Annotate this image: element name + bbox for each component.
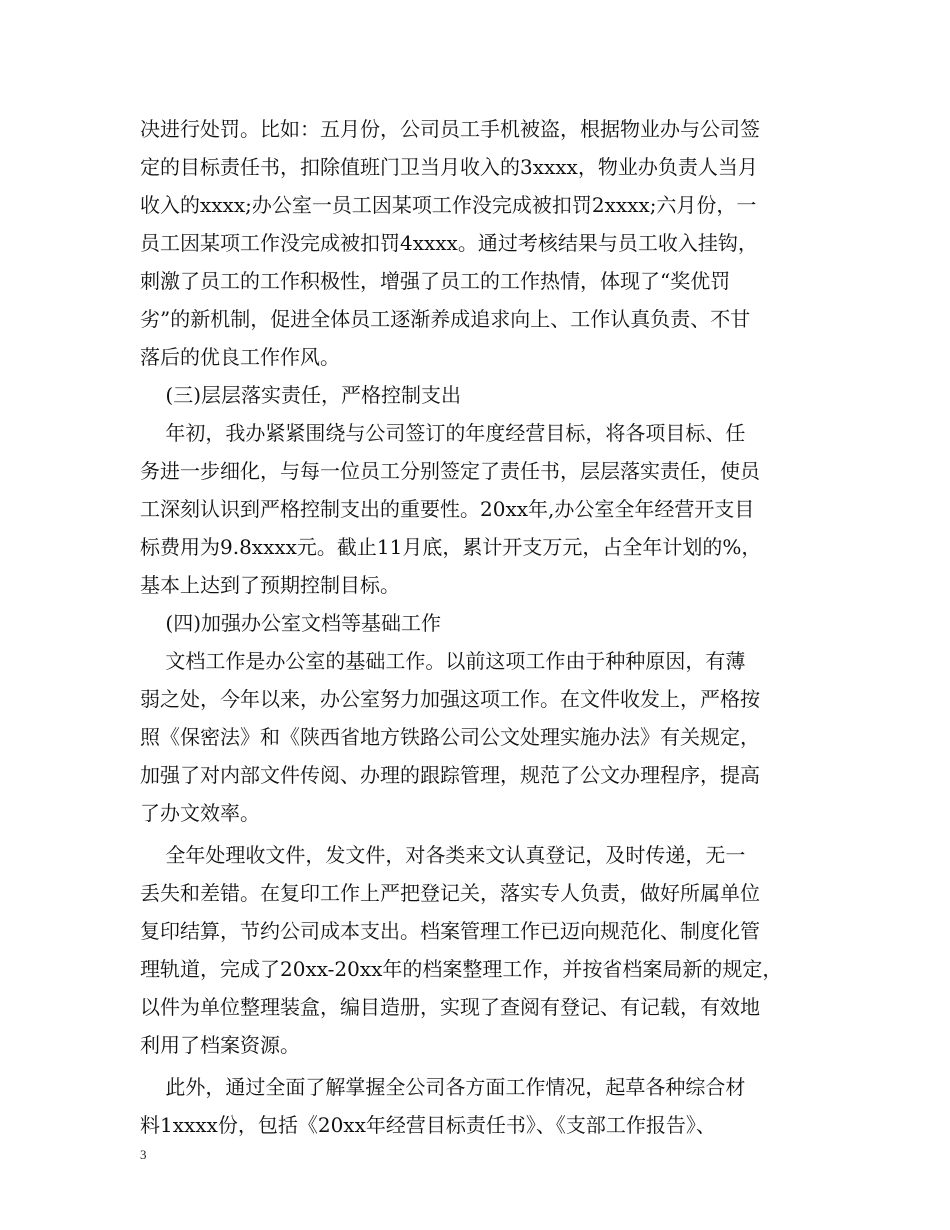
section-heading: (四)加强办公室文档等基础工作 [140, 611, 442, 635]
text-line: 丢失和差错。在复印工作上严把登记关，落实专人负责，做好所属单位 [140, 881, 760, 905]
text-line: 此外，通过全面了解掌握全公司各方面工作情况，起草各种综合材 [140, 1075, 746, 1099]
text-line: 劣”的新机制，促进全体员工逐渐养成追求向上、工作认真负责、不甘 [140, 307, 751, 331]
page-number: 3 [140, 1147, 147, 1162]
text-line: 工深刻认识到严格控制支出的重要性。20xx年,办公室全年经营开支目 [140, 497, 755, 521]
text-line: 年初，我办紧紧围绕与公司签订的年度经营目标，将各项目标、任 [140, 421, 746, 445]
text-line: 定的目标责任书，扣除值班门卫当月收入的3xxxx，物业办负责人当月 [140, 155, 758, 179]
text-line: 利用了档案资源。 [140, 1033, 300, 1057]
text-line: 复印结算，节约公司成本支出。档案管理工作已迈向规范化、制度化管 [140, 919, 760, 943]
section-heading: (三)层层落实责任，严格控制支出 [140, 383, 462, 407]
text-line: 弱之处，今年以来，办公室努力加强这项工作。在文件收发上，严格按 [140, 687, 760, 711]
text-line: 决进行处罚。比如：五月份，公司员工手机被盗，根据物业办与公司签 [140, 117, 760, 141]
text-line: 加强了对内部文件传阅、办理的跟踪管理，规范了公文办理程序，提高 [140, 763, 760, 787]
text-line: 标费用为9.8xxxx元。截止11月底，累计开支万元，占全年计划的%， [140, 535, 762, 559]
text-line: 照《保密法》和《陕西省地方铁路公司公文处理实施办法》有关规定， [140, 725, 760, 749]
text-line: 了办文效率。 [140, 801, 260, 825]
text-line: 全年处理收文件，发文件，对各类来文认真登记，及时传递，无一 [140, 843, 746, 867]
text-line: 文档工作是办公室的基础工作。以前这项工作由于种种原因，有薄 [140, 649, 746, 673]
text-line: 收入的xxxx;办公室一员工因某项工作没完成被扣罚2xxxx;六月份，一 [140, 193, 757, 217]
text-line: 料1xxxx份，包括《20xx年经营目标责任书》、《支部工作报告》、 [140, 1113, 716, 1137]
text-line: 员工因某项工作没完成被扣罚4xxxx。通过考核结果与员工收入挂钩， [140, 231, 758, 255]
text-line: 落后的优良工作作风。 [140, 345, 340, 369]
text-line: 刺激了员工的工作积极性，增强了员工的工作热情，体现了“奖优罚 [140, 269, 731, 293]
text-line: 理轨道，完成了20xx-20xx年的档案整理工作，并按省档案局新的规定， [140, 957, 783, 981]
document-body [140, 110, 812, 1144]
text-line: 基本上达到了预期控制目标。 [140, 573, 400, 597]
text-line: 以件为单位整理装盒，编目造册，实现了查阅有登记、有记载，有效地 [140, 995, 760, 1019]
text-line: 务进一步细化，与每一位员工分别签定了责任书，层层落实责任，使员 [140, 459, 760, 483]
